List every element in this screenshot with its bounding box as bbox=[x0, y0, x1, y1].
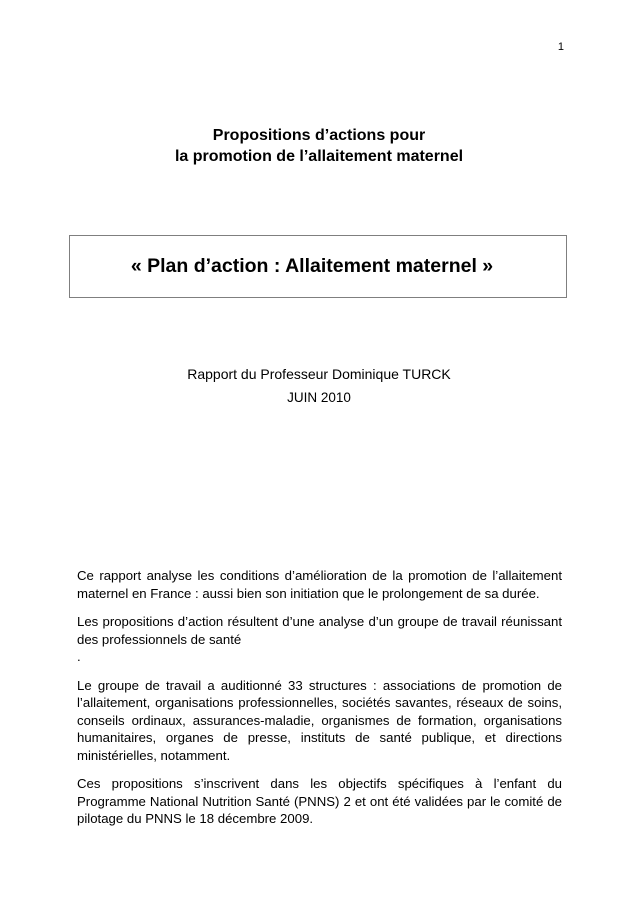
report-author: Rapport du Professeur Dominique TURCK bbox=[187, 366, 451, 382]
page-number: 1 bbox=[557, 41, 564, 53]
paragraph-2-dot: . bbox=[77, 649, 81, 664]
title-line-1: Propositions d’actions pour bbox=[212, 127, 426, 144]
title-line-2: la promotion de l’allaitement maternel bbox=[174, 148, 464, 165]
paragraph-2: Les propositions d’action résultent d’une analyse d’un groupe de travail réunissant des professionnels de santé bbox=[77, 614, 562, 647]
paragraph-1: Ce rapport analyse les conditions d’amélioration de la promotion de l’allaitement maternel en France : aussi bien son initiation que le prolongement de sa durée. bbox=[77, 568, 562, 601]
document-title bbox=[0, 125, 638, 167]
plan-title-box bbox=[69, 235, 567, 298]
paragraph-3: Le groupe de travail a auditionné 33 structures : associations de promotion de l’allaitement, organisations professionnelles, sociétés savantes, réseaux de soins, conseils ordinaux, assurances-maladie, organismes de formation, organisations humanitaires, organes de presse, instituts de santé publique, et directions ministérielles, notamment. bbox=[77, 677, 562, 763]
plan-title: « Plan d’action : Allaitement maternel » bbox=[130, 255, 494, 277]
paragraph-4: Ces propositions s’inscrivent dans les objectifs spécifiques à l’enfant du Programme National Nutrition Santé (PNNS) 2 et ont été validées par le comité de pilotage du PNNS le 18 décembre 2009. bbox=[77, 776, 562, 826]
body-text bbox=[77, 567, 562, 839]
report-date: JUIN 2010 bbox=[287, 390, 351, 405]
